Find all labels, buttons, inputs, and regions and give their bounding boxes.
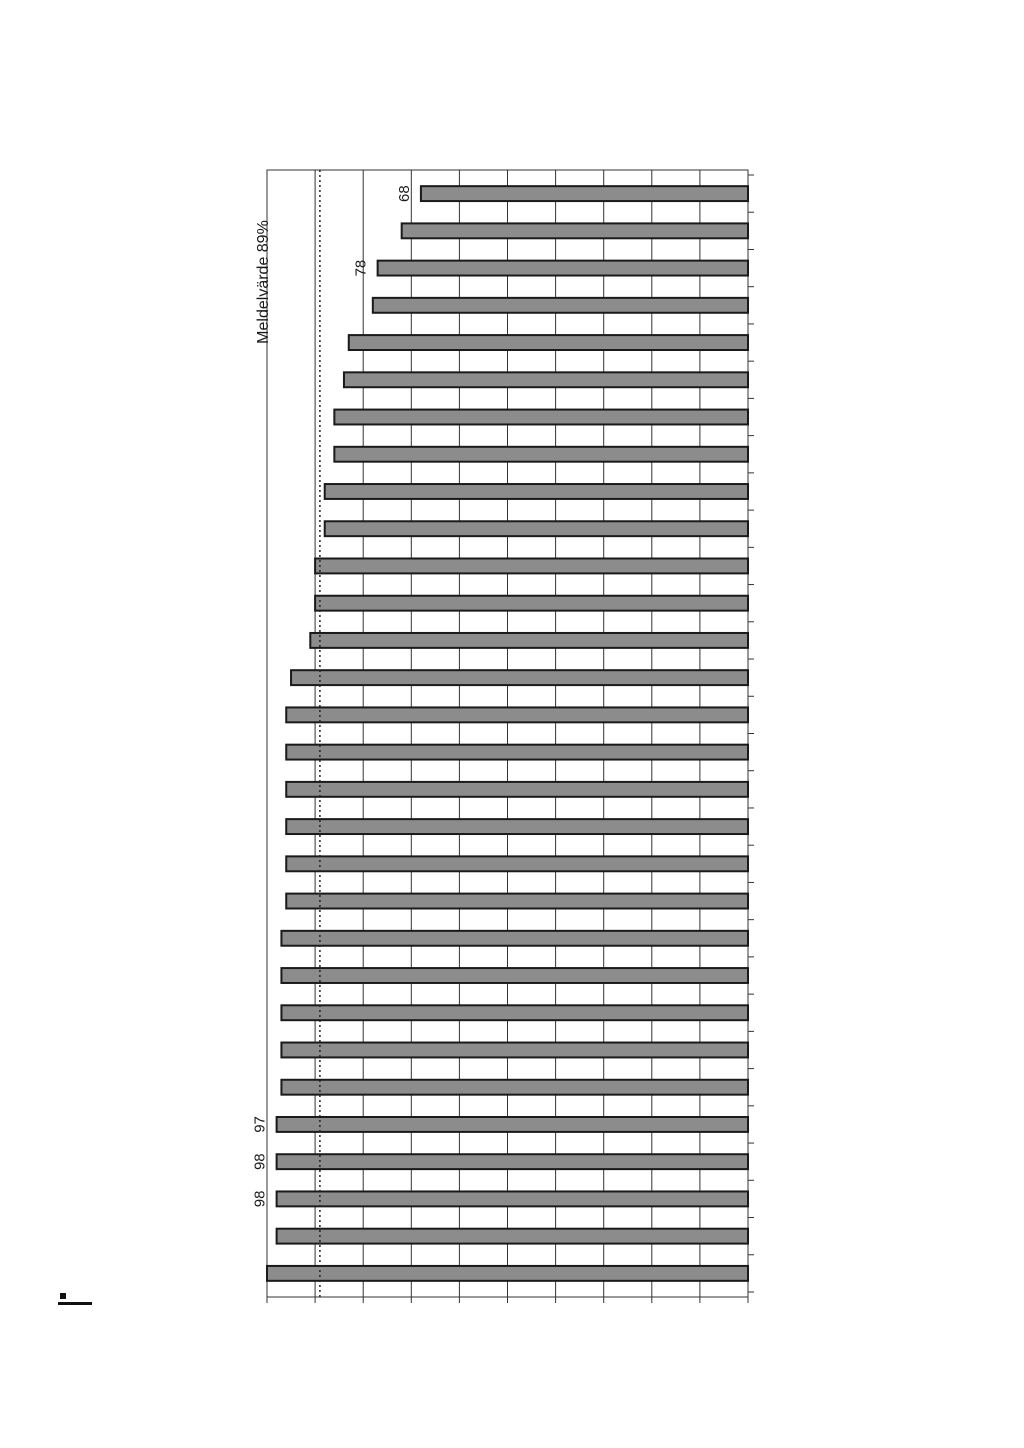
bar — [373, 298, 748, 313]
bar — [277, 1154, 748, 1169]
value-label: 98 — [251, 1190, 269, 1208]
bar — [277, 1191, 748, 1206]
bar — [325, 521, 748, 536]
bar — [281, 968, 748, 983]
bar — [344, 372, 748, 387]
bar — [286, 894, 748, 909]
bar — [286, 745, 748, 760]
bar — [421, 186, 748, 201]
value-label: 98 — [251, 1153, 269, 1171]
bar — [349, 335, 748, 350]
bar — [286, 782, 748, 797]
bar — [286, 856, 748, 871]
value-label: 97 — [251, 1116, 269, 1133]
bar — [334, 447, 748, 462]
value-label: 78 — [352, 259, 370, 277]
bar — [291, 670, 748, 685]
bar — [378, 261, 748, 276]
bar — [267, 1266, 748, 1281]
bar — [315, 559, 748, 574]
mean-label: Meldelvärde 89% — [255, 220, 272, 344]
bar — [281, 931, 748, 946]
bar — [286, 707, 748, 722]
value-label: 68 — [395, 185, 413, 202]
bar — [286, 819, 748, 834]
bar — [310, 633, 748, 648]
bar — [281, 1005, 748, 1020]
bar — [281, 1080, 748, 1095]
bar — [277, 1117, 748, 1132]
scan-artifact-bar — [58, 1302, 92, 1305]
bar — [334, 410, 748, 425]
scan-artifact-dot — [60, 1293, 66, 1299]
bar — [277, 1229, 748, 1244]
bar — [325, 484, 748, 499]
bar — [402, 223, 748, 238]
bar — [315, 596, 748, 611]
bar — [281, 1043, 748, 1058]
